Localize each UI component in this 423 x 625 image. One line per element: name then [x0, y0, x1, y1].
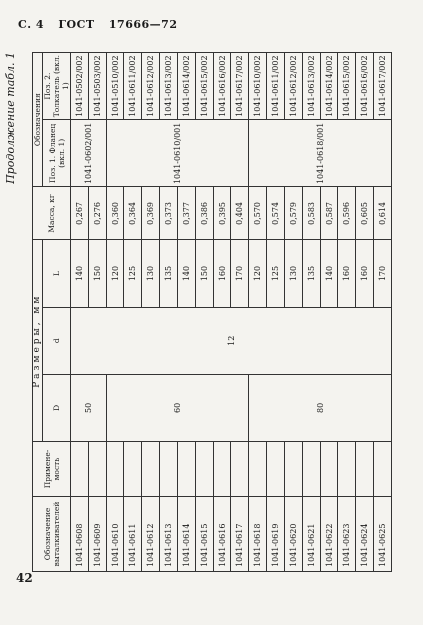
cell-applicability	[177, 442, 195, 497]
rotated-table-block	[4, 52, 392, 572]
cell-L: 130	[142, 240, 160, 307]
cell-applicability	[356, 442, 374, 497]
table-row	[71, 53, 89, 572]
cell-applicability	[320, 442, 338, 497]
cell-L: 135	[302, 240, 320, 307]
cell-code: 1041-0608	[71, 497, 89, 572]
cell-mass: 0,395	[213, 187, 231, 240]
cell-L: 130	[284, 240, 302, 307]
page-number: 42	[16, 571, 33, 585]
cell-pos2: 1041-0610/002	[249, 53, 267, 120]
cell-pos2: 1041-0611/002	[267, 53, 285, 120]
cell-code: 1041-0617	[231, 497, 249, 572]
cell-applicability	[338, 442, 356, 497]
cell-L: 140	[177, 240, 195, 307]
col-applicability: Примене-мость	[33, 442, 71, 497]
cell-code: 1041-0610	[106, 497, 124, 572]
cell-applicability	[249, 442, 267, 497]
cell-pos2: 1041-0613/002	[160, 53, 178, 120]
cell-pos2: 1041-0611/002	[124, 53, 142, 120]
cell-L: 125	[267, 240, 285, 307]
cell-code: 1041-0620	[284, 497, 302, 572]
cell-mass: 0,373	[160, 187, 178, 240]
cell-L: 120	[106, 240, 124, 307]
cell-L: 170	[231, 240, 249, 307]
cell-applicability	[284, 442, 302, 497]
cell-code: 1041-0615	[195, 497, 213, 572]
cell-mass: 0,614	[374, 187, 392, 240]
cell-applicability	[106, 442, 124, 497]
cell-pos2: 1041-0616/002	[213, 53, 231, 120]
cell-pos2: 1041-0612/002	[142, 53, 160, 120]
cell-pos2: 1041-0614/002	[320, 53, 338, 120]
cell-code: 1041-0612	[142, 497, 160, 572]
cell-pos2: 1041-0510/002	[106, 53, 124, 120]
cell-D: 50	[71, 374, 107, 441]
cell-L: 120	[249, 240, 267, 307]
cell-pos2: 1041-0613/002	[302, 53, 320, 120]
header-standard: ГОСТ	[58, 18, 95, 31]
cell-code: 1041-0622	[320, 497, 338, 572]
cell-L: 135	[160, 240, 178, 307]
cell-pos1: 1041-0602/001	[71, 120, 107, 187]
cell-applicability	[88, 442, 106, 497]
cell-code: 1041-0621	[302, 497, 320, 572]
dimensions-table	[32, 52, 392, 572]
header-number: 17666—72	[108, 18, 178, 31]
cell-pos2: 1041-0614/002	[177, 53, 195, 120]
cell-code: 1041-0624	[356, 497, 374, 572]
cell-mass: 0,605	[356, 187, 374, 240]
col-designations: Обозначения	[33, 53, 43, 187]
cell-pos2: 1041-0615/002	[338, 53, 356, 120]
cell-code: 1041-0618	[249, 497, 267, 572]
cell-applicability	[267, 442, 285, 497]
cell-code: 1041-0616	[213, 497, 231, 572]
cell-applicability	[71, 442, 89, 497]
cell-applicability	[160, 442, 178, 497]
cell-d: 12	[71, 307, 392, 374]
page-header	[18, 18, 187, 31]
cell-L: 125	[124, 240, 142, 307]
cell-pos2: 1041-0616/002	[356, 53, 374, 120]
col-designation: Обозначение выталкивателей	[33, 497, 71, 572]
cell-applicability	[195, 442, 213, 497]
cell-L: 140	[71, 240, 89, 307]
cell-pos1: 1041-0610/001	[106, 120, 249, 187]
cell-mass: 0,386	[195, 187, 213, 240]
cell-code: 1041-0619	[267, 497, 285, 572]
cell-L: 160	[356, 240, 374, 307]
cell-applicability	[302, 442, 320, 497]
cell-mass: 0,587	[320, 187, 338, 240]
cell-mass: 0,377	[177, 187, 195, 240]
cell-code: 1041-0625	[374, 497, 392, 572]
cell-mass: 0,579	[284, 187, 302, 240]
cell-pos1: 1041-0618/001	[249, 120, 392, 187]
cell-mass: 0,574	[267, 187, 285, 240]
cell-D: 60	[106, 374, 249, 441]
cell-pos2: 1041-0502/002	[71, 53, 89, 120]
cell-applicability	[124, 442, 142, 497]
col-mass: Масса, кг	[33, 187, 71, 240]
header-page: С. 4	[18, 18, 45, 31]
cell-mass: 0,404	[231, 187, 249, 240]
cell-mass: 0,570	[249, 187, 267, 240]
cell-L: 160	[213, 240, 231, 307]
cell-code: 1041-0623	[338, 497, 356, 572]
cell-pos2: 1041-0503/002	[88, 53, 106, 120]
cell-applicability	[231, 442, 249, 497]
cell-pos2: 1041-0617/002	[231, 53, 249, 120]
cell-code: 1041-0609	[88, 497, 106, 572]
col-pos1: Поз. 1. Фланец (вкл. 1)	[43, 120, 71, 187]
cell-mass: 0,364	[124, 187, 142, 240]
cell-L: 170	[374, 240, 392, 307]
cell-mass: 0,596	[338, 187, 356, 240]
cell-L: 160	[338, 240, 356, 307]
cell-applicability	[213, 442, 231, 497]
cell-mass: 0,369	[142, 187, 160, 240]
cell-mass: 0,583	[302, 187, 320, 240]
cell-L: 150	[88, 240, 106, 307]
cell-applicability	[374, 442, 392, 497]
cell-pos2: 1041-0612/002	[284, 53, 302, 120]
cell-code: 1041-0614	[177, 497, 195, 572]
cell-D: 80	[249, 374, 392, 441]
cell-pos2: 1041-0617/002	[374, 53, 392, 120]
col-d: d	[43, 307, 71, 374]
cell-mass: 0,276	[88, 187, 106, 240]
col-sizes: Размеры, мм	[33, 240, 43, 442]
cell-L: 150	[195, 240, 213, 307]
col-L: L	[43, 240, 71, 307]
cell-applicability	[142, 442, 160, 497]
cell-code: 1041-0613	[160, 497, 178, 572]
cell-pos2: 1041-0615/002	[195, 53, 213, 120]
continuation-label: Продолжение табл. 1	[4, 52, 17, 184]
col-pos2: Поз. 2. Толкатель (вкл. 1)	[43, 53, 71, 120]
col-D: D	[43, 374, 71, 441]
cell-mass: 0,267	[71, 187, 89, 240]
cell-mass: 0,360	[106, 187, 124, 240]
cell-code: 1041-0611	[124, 497, 142, 572]
cell-L: 140	[320, 240, 338, 307]
